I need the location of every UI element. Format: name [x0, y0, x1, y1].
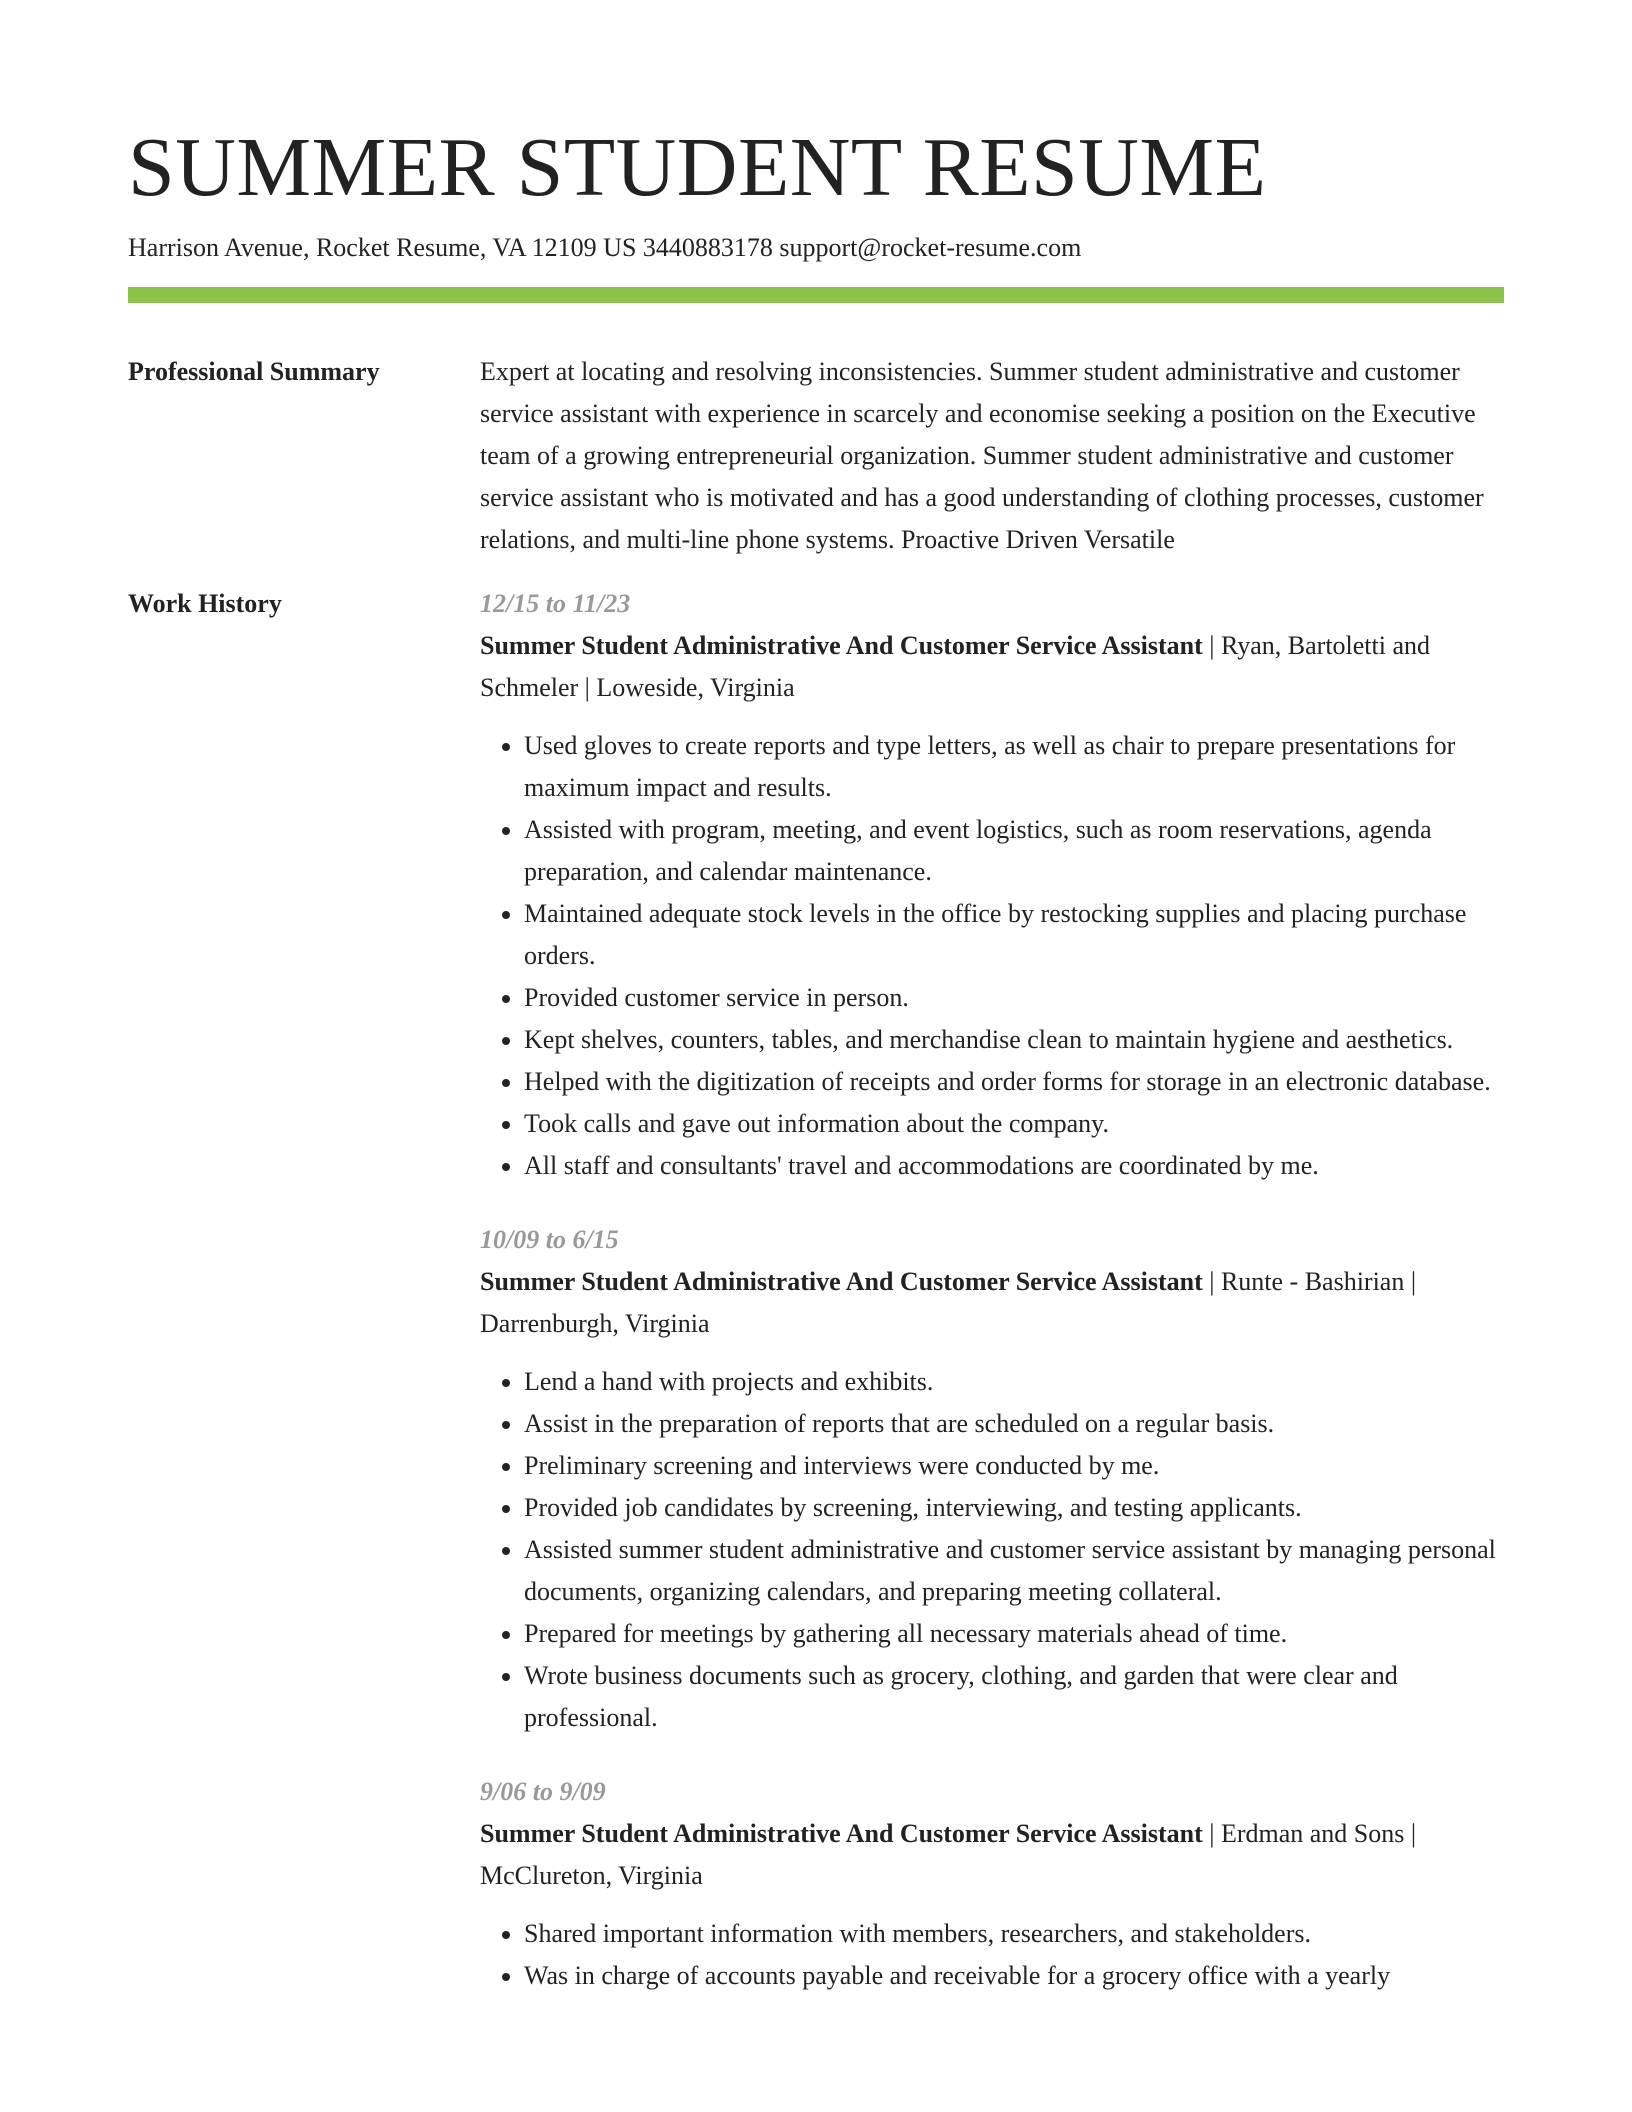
job-bullet: • Lend a hand with projects and exhibits.: [524, 1361, 1504, 1403]
section-label-work-history: Work History: [128, 589, 282, 618]
job-title: Summer Student Administrative And Customer Service Assistant: [480, 1819, 1203, 1848]
job-bullets: [480, 725, 1504, 1187]
resume-page: [128, 0, 1504, 2029]
job-bullet: • Kept shelves, counters, tables, and merchandise clean to maintain hygiene and aesthetics.: [524, 1019, 1504, 1061]
accent-divider: [128, 287, 1504, 303]
job-details: | Runte - Bashirian | Darrenburgh, Virginia: [480, 1267, 1417, 1338]
job-dates: 12/15 to 11/23: [480, 589, 631, 618]
summary-text: Expert at locating and resolving inconsistencies. Summer student administrative and customer service assistant with experience in scarcely and economise seeking a position on the Executive team of a growing entrepreneurial organization. Summer student administrative and customer service assistant who is motivated and has a good understanding of clothing processes, customer relations, and multi-line phone systems. Proactive Driven Versatile: [480, 357, 1484, 554]
job-bullet: • Provided job candidates by screening, interviewing, and testing applicants.: [524, 1487, 1504, 1529]
job-bullet: • Preliminary screening and interviews were conducted by me.: [524, 1445, 1504, 1487]
job-bullet: • All staff and consultants' travel and accommodations are coordinated by me.: [524, 1145, 1504, 1187]
job-bullet: • Assisted summer student administrative and customer service assistant by managing personal documents, organizing calendars, and preparing meeting collateral.: [524, 1529, 1504, 1613]
job-bullet: • Wrote business documents such as grocery, clothing, and garden that were clear and professional.: [524, 1655, 1504, 1739]
job-details: | Erdman and Sons | McClureton, Virginia: [480, 1819, 1417, 1890]
job-entry: [480, 1771, 1504, 1997]
job-title: Summer Student Administrative And Customer Service Assistant: [480, 1267, 1203, 1296]
professional-summary-section: [128, 351, 1504, 561]
work-history-list: [480, 583, 1504, 2029]
job-entry: [480, 1219, 1504, 1739]
job-title: Summer Student Administrative And Customer Service Assistant: [480, 631, 1203, 660]
job-heading: [480, 1813, 1504, 1897]
job-bullet: • Shared important information with members, researchers, and stakeholders.: [524, 1913, 1504, 1955]
contact-line: Harrison Avenue, Rocket Resume, VA 12109 US 3440883178 support@rocket-resume.com: [128, 233, 1082, 262]
job-bullet: • Maintained adequate stock levels in the office by restocking supplies and placing purchase orders.: [524, 893, 1504, 977]
work-history-section: [128, 583, 1504, 2029]
job-dates: 10/09 to 6/15: [480, 1225, 619, 1254]
job-bullet: • Assist in the preparation of reports that are scheduled on a regular basis.: [524, 1403, 1504, 1445]
section-label-summary: Professional Summary: [128, 357, 380, 386]
job-bullet: • Took calls and gave out information about the company.: [524, 1103, 1504, 1145]
job-bullets: [480, 1361, 1504, 1739]
job-dates: 9/06 to 9/09: [480, 1777, 606, 1806]
job-bullets: [480, 1913, 1504, 1997]
job-bullet: • Assisted with program, meeting, and event logistics, such as room reservations, agenda preparation, and calendar maintenance.: [524, 809, 1504, 893]
job-entry: [480, 583, 1504, 1187]
job-bullet: • Provided customer service in person.: [524, 977, 1504, 1019]
job-heading: [480, 625, 1504, 709]
resume-title: SUMMER STUDENT RESUME: [128, 121, 1267, 214]
job-bullet: • Was in charge of accounts payable and receivable for a grocery office with a yearly: [524, 1955, 1504, 1997]
job-bullet: • Prepared for meetings by gathering all necessary materials ahead of time.: [524, 1613, 1504, 1655]
job-bullet: • Used gloves to create reports and type letters, as well as chair to prepare presentations for maximum impact and results.: [524, 725, 1504, 809]
job-heading: [480, 1261, 1504, 1345]
job-details: | Ryan, Bartoletti and Schmeler | Loweside, Virginia: [480, 631, 1431, 702]
job-bullet: • Helped with the digitization of receipts and order forms for storage in an electronic database.: [524, 1061, 1504, 1103]
